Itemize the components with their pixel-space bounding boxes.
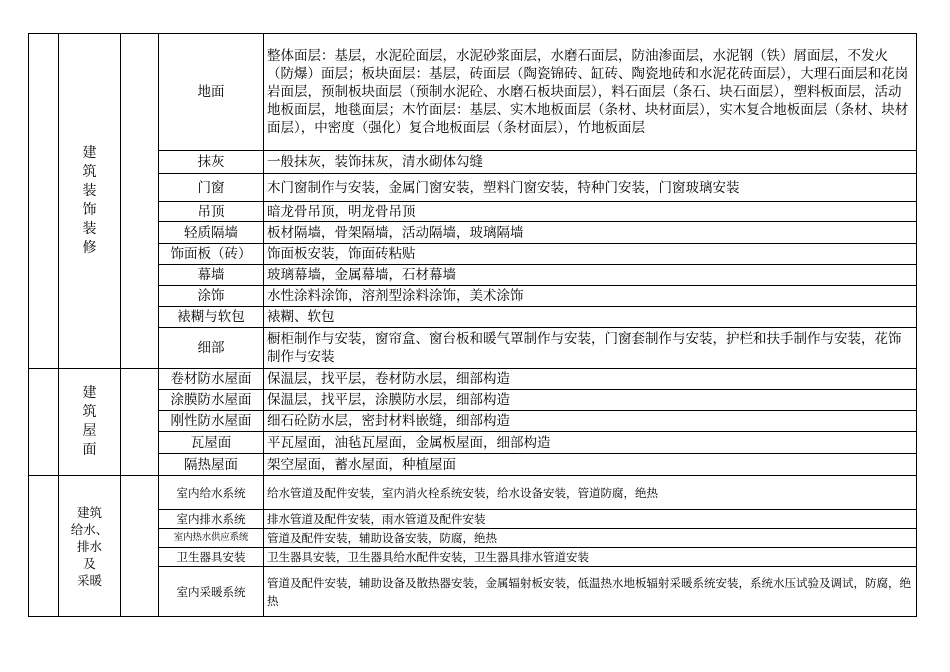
table-row bbox=[29, 529, 917, 548]
subitem-name: 涂膜防水屋面 bbox=[159, 390, 264, 411]
subitem-name: 饰面板（砖） bbox=[159, 244, 264, 265]
subitem-content: 饰面板安装，饰面砖粘贴 bbox=[264, 244, 917, 265]
group-name-decoration: 建 筑 装 饰 装 修 bbox=[59, 34, 121, 369]
subitem-content: 平瓦屋面，油毡瓦屋面，金属板屋面，细部构造 bbox=[264, 432, 917, 454]
subitem-content: 管道及配件安装，辅助设备及散热器安装，金属辐射板安装，低温热水地板辐射采暖系统安装，系统水压试验及调试，防腐，绝热 bbox=[264, 567, 917, 617]
subitem-content: 板材隔墙，骨架隔墙，活动隔墙，玻璃隔墙 bbox=[264, 222, 917, 244]
blank-cell bbox=[29, 34, 59, 369]
table-row bbox=[29, 34, 917, 151]
subitem-name: 卷材防水屋面 bbox=[159, 369, 264, 390]
subitem-name: 隔热屋面 bbox=[159, 454, 264, 476]
subitem-content: 水性涂料涂饰，溶剂型涂料涂饰，美术涂饰 bbox=[264, 286, 917, 307]
subitem-content: 细石砼防水层，密封材料嵌缝，细部构造 bbox=[264, 411, 917, 432]
subitem-name: 抹灰 bbox=[159, 151, 264, 174]
subitem-name: 瓦屋面 bbox=[159, 432, 264, 454]
table-row bbox=[29, 286, 917, 307]
subitem-name: 轻质隔墙 bbox=[159, 222, 264, 244]
subitem-name: 门窗 bbox=[159, 174, 264, 202]
subitem-name: 地面 bbox=[159, 34, 264, 151]
subitem-content: 木门窗制作与安装，金属门窗安装，塑料门窗安装，特种门安装，门窗玻璃安装 bbox=[264, 174, 917, 202]
subitem-content: 排水管道及配件安装，雨水管道及配件安装 bbox=[264, 510, 917, 529]
table-row bbox=[29, 265, 917, 286]
subitem-name: 幕墙 bbox=[159, 265, 264, 286]
table-row bbox=[29, 432, 917, 454]
subitem-name: 室内采暖系统 bbox=[159, 567, 264, 617]
subitem-content: 管道及配件安装，辅助设备安装，防腐，绝热 bbox=[264, 529, 917, 548]
table-row bbox=[29, 244, 917, 265]
group-name-plumbing-heating: 建筑 给水、 排水 及 采暖 bbox=[59, 476, 121, 617]
subitem-content: 整体面层：基层，水泥砼面层，水泥砂浆面层，水磨石面层，防油渗面层，水泥钢（铁）屑面层，不发火（防爆）面层；板块面层：基层，砖面层（陶瓷锦砖、缸砖、陶瓷地砖和水泥花砖面层），大理石面层和花岗岩面层，预制板块面层（预制水泥砼、水磨石板块面层），料石面层（条石、块石面层），塑料板面层，活动地板面层，地毯面层；木竹面层：基层、实木地板面层（条材、块材面层），实木复合地板面层（条材、块材面层），中密度（强化）复合地板面层（条材面层），竹地板面层 bbox=[264, 34, 917, 151]
table-row bbox=[29, 390, 917, 411]
table-row bbox=[29, 369, 917, 390]
table-row bbox=[29, 510, 917, 529]
group-name-roofing: 建 筑 屋 面 bbox=[59, 369, 121, 476]
subitem-name: 卫生器具安装 bbox=[159, 548, 264, 567]
subitem-content: 玻璃幕墙，金属幕墙，石材幕墙 bbox=[264, 265, 917, 286]
subitem-name: 吊顶 bbox=[159, 202, 264, 222]
table-row bbox=[29, 328, 917, 369]
table-row bbox=[29, 548, 917, 567]
subitem-name: 细部 bbox=[159, 328, 264, 369]
table-row bbox=[29, 174, 917, 202]
table-row bbox=[29, 307, 917, 328]
subitem-name: 室内热水供应系统 bbox=[159, 529, 264, 548]
subitem-content: 橱柜制作与安装，窗帘盒、窗台板和暖气罩制作与安装，门窗套制作与安装，护栏和扶手制作与安装，花饰制作与安装 bbox=[264, 328, 917, 369]
subitem-content: 暗龙骨吊顶，明龙骨吊顶 bbox=[264, 202, 917, 222]
subitem-content: 保温层，找平层，涂膜防水层，细部构造 bbox=[264, 390, 917, 411]
blank-cell bbox=[121, 34, 159, 369]
subitem-content: 架空屋面，蓄水屋面，种植屋面 bbox=[264, 454, 917, 476]
subitem-name: 涂饰 bbox=[159, 286, 264, 307]
table-row bbox=[29, 151, 917, 174]
subitem-name: 刚性防水屋面 bbox=[159, 411, 264, 432]
construction-items-table bbox=[28, 33, 917, 617]
subitem-content: 保温层，找平层，卷材防水层，细部构造 bbox=[264, 369, 917, 390]
subitem-content: 裱糊、软包 bbox=[264, 307, 917, 328]
blank-cell bbox=[121, 476, 159, 617]
table-row bbox=[29, 454, 917, 476]
blank-cell bbox=[121, 369, 159, 476]
blank-cell bbox=[29, 476, 59, 617]
table-row bbox=[29, 411, 917, 432]
subitem-content: 一般抹灰，装饰抹灰，清水砌体勾缝 bbox=[264, 151, 917, 174]
blank-cell bbox=[29, 369, 59, 476]
table-row bbox=[29, 567, 917, 617]
table-row bbox=[29, 202, 917, 222]
table-row bbox=[29, 476, 917, 510]
subitem-content: 卫生器具安装，卫生器具给水配件安装，卫生器具排水管道安装 bbox=[264, 548, 917, 567]
subitem-content: 给水管道及配件安装，室内消火栓系统安装，给水设备安装，管道防腐，绝热 bbox=[264, 476, 917, 510]
subitem-name: 裱糊与软包 bbox=[159, 307, 264, 328]
table-row bbox=[29, 222, 917, 244]
subitem-name: 室内排水系统 bbox=[159, 510, 264, 529]
subitem-name: 室内给水系统 bbox=[159, 476, 264, 510]
